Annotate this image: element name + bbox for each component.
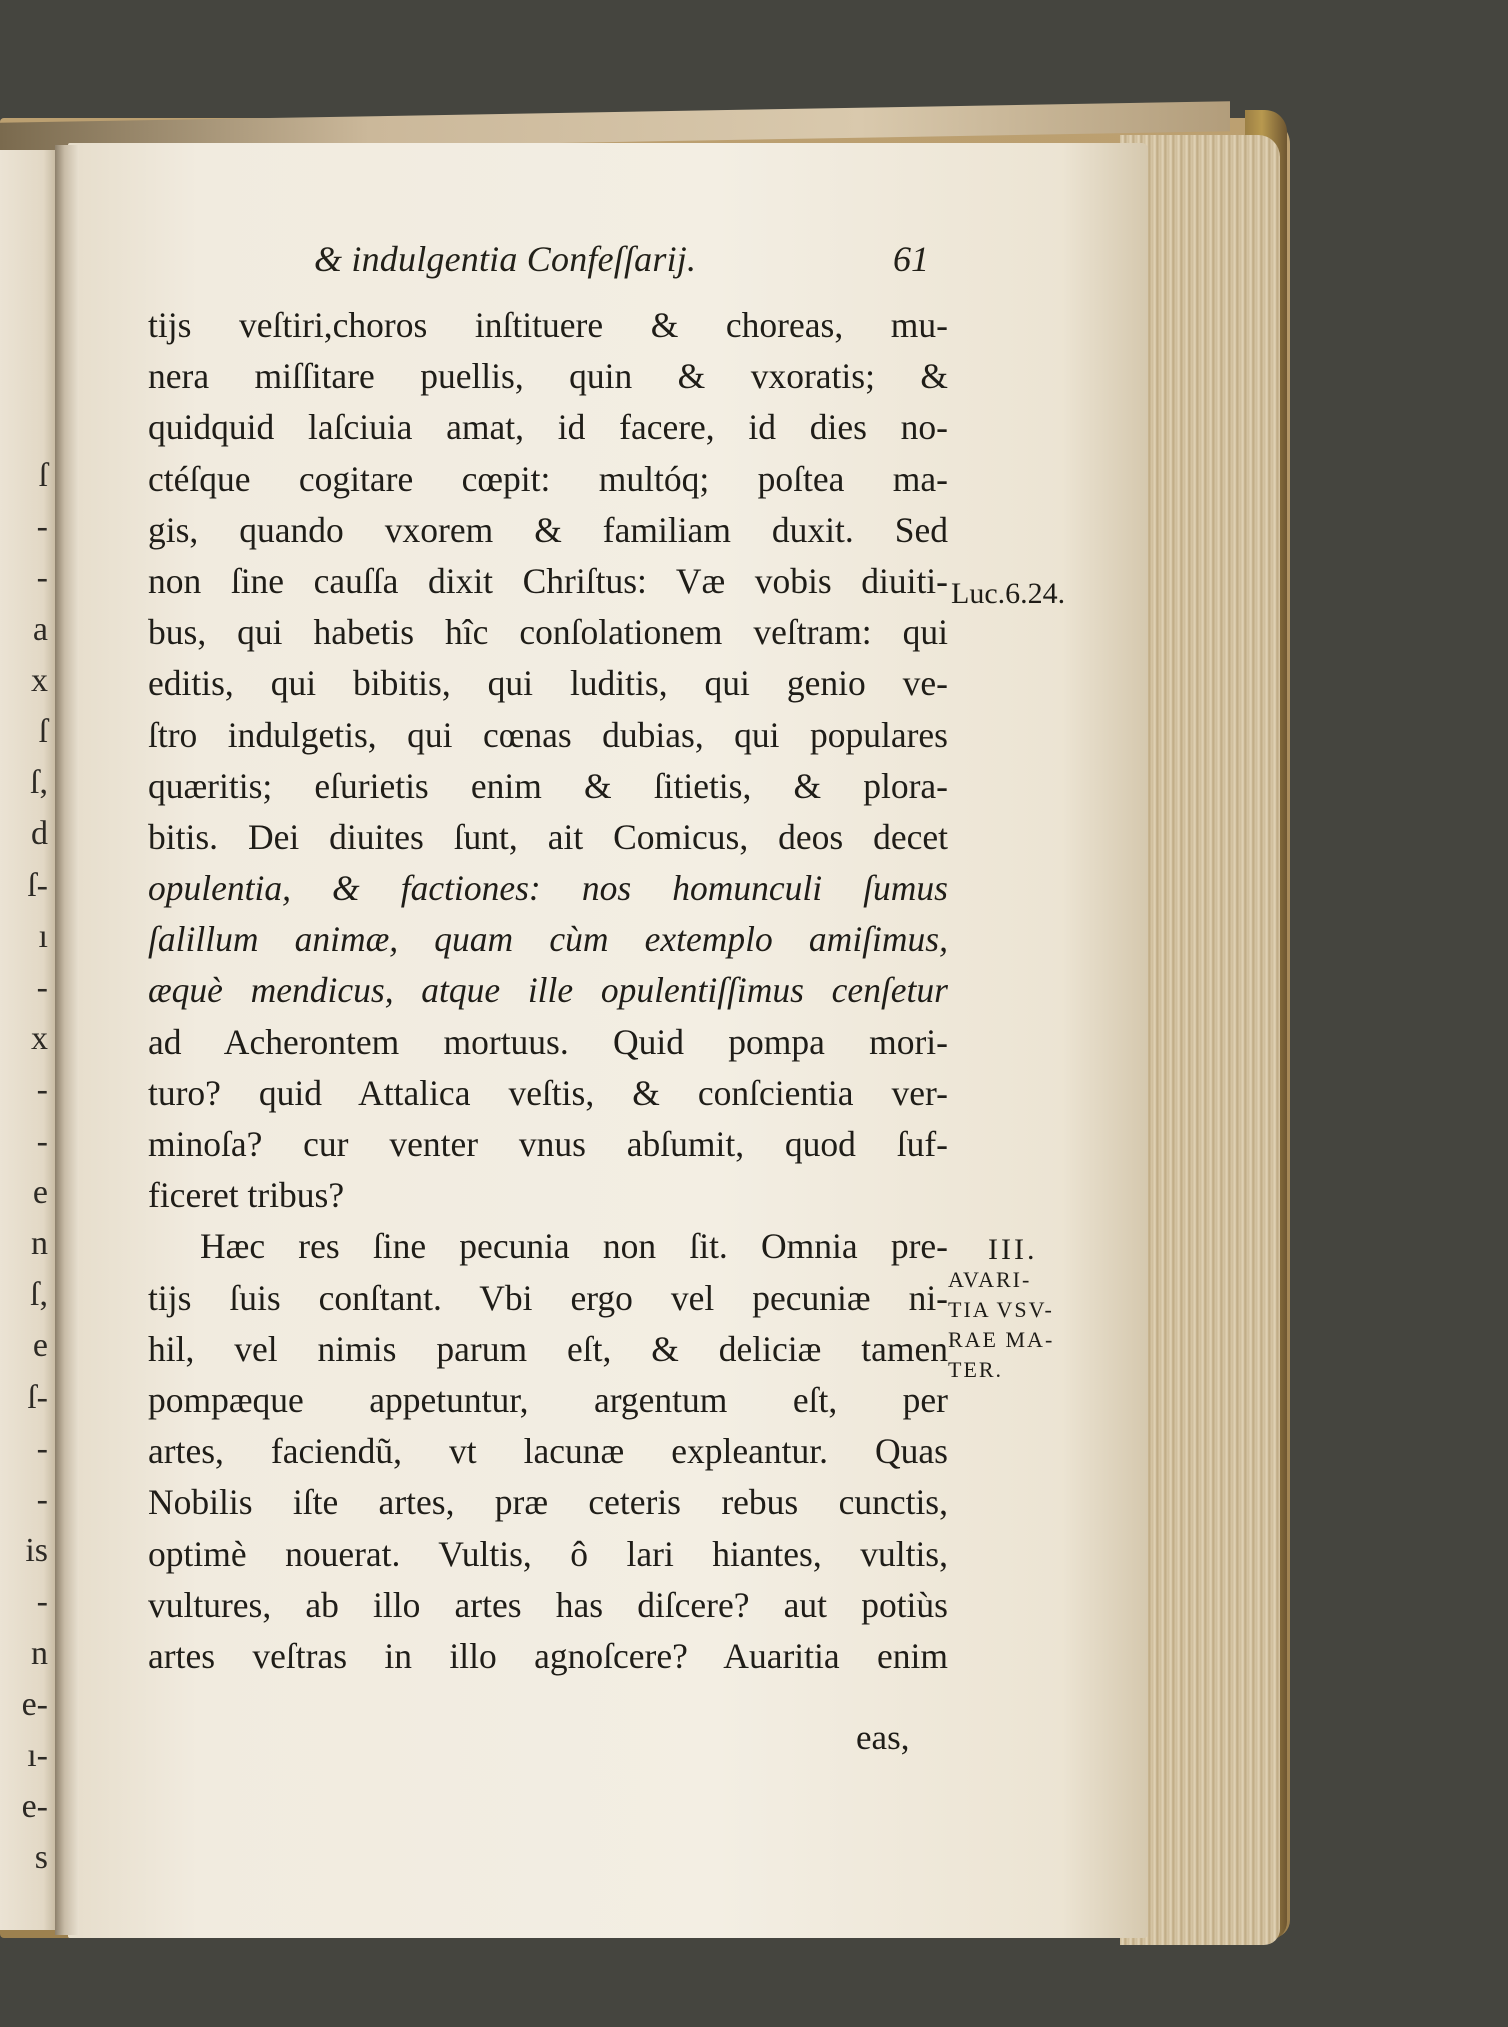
left-page-fragment: e [32, 1327, 48, 1365]
left-page-fragment: - [36, 1583, 48, 1621]
left-page-fragment: - [36, 559, 48, 597]
running-title: & indulgentia Confeſſarij. [314, 239, 697, 279]
text-line: ſtro indulgetis, qui cœnas dubias, qui populares [148, 714, 948, 755]
text-line: non ſine cauſſa dixit Chriſtus: Væ vobis diuiti- [148, 560, 948, 601]
text-line: ad Acherontem mortuus. Quid pompa mori- [148, 1021, 948, 1062]
text-line: quidquid laſciuia amat, id facere, id dies no- [148, 407, 948, 448]
text-line: optimè nouerat. Vultis, ô lari hiantes, vultis, [148, 1533, 948, 1574]
left-page-fragment: e [32, 1173, 48, 1211]
text-line: minoſa? cur venter vnus abſumit, quod ſuf- [148, 1124, 948, 1164]
left-page-fragment: ſ, [30, 1276, 48, 1314]
text-line: Nobilis iſte artes, præ ceteris rebus cunctis, [148, 1482, 948, 1523]
left-page-fragment: - [36, 1481, 48, 1519]
text-line: opulentia, & factiones: nos homunculi ſumus [148, 868, 948, 909]
text-line: vultures, ab illo artes has diſcere? aut potiùs [148, 1584, 948, 1625]
body-text [148, 300, 948, 1682]
section-title-line: RAE MA- [948, 1327, 1055, 1352]
text-line: tijs veſtiri,choros inſtituere & choreas, mu- [148, 305, 948, 345]
left-page-fragment: x [31, 661, 48, 699]
left-page-fragment: e- [21, 1788, 48, 1826]
text-line: Hæc res ſine pecunia non ſit. Omnia pre- [200, 1226, 948, 1267]
left-page-fragment: - [36, 1122, 48, 1160]
text-line: editis, qui bibitis, qui luditis, qui genio ve- [148, 663, 948, 704]
text-line: ctéſque cogitare cœpit: multóq; poſtea ma- [148, 458, 948, 499]
text-line: ſalillum animæ, quam cùm extemplo amiſimus, [148, 919, 948, 960]
left-page-fragment: n [31, 1225, 48, 1263]
scripture-reference-note: Luc.6.24. [951, 577, 1066, 610]
left-page-fragment: s [34, 1839, 48, 1877]
left-page-text-fragments [0, 450, 48, 1884]
left-page-fragment: e- [21, 1685, 48, 1723]
text-line: nera miſſitare puellis, quin & vxoratis; & [148, 356, 948, 397]
section-heading-note [948, 1235, 1068, 1385]
text-line: bus, qui habetis hîc conſolationem veſtram: qui [148, 612, 948, 653]
section-title-line: TIA VSV- [948, 1297, 1054, 1322]
left-page-fragment: - [36, 1071, 48, 1109]
left-page-fragment: ſ- [27, 1378, 48, 1416]
section-title-line: AVARI- [948, 1267, 1032, 1292]
left-page-fragment: ſ, [30, 764, 48, 802]
page-number: 61 [893, 239, 929, 279]
text-line: turo? quid Attalica veſtis, & conſcientia ver- [148, 1072, 948, 1113]
left-page-fragment: a [32, 610, 48, 648]
text-line: æquè mendicus, atque ille opulentiſſimus cenſetur [148, 970, 948, 1011]
left-page-fragment: n [31, 1634, 48, 1672]
section-title-line: TER. [948, 1357, 1004, 1382]
text-line: bitis. Dei diuites ſunt, ait Comicus, deos decet [148, 816, 948, 857]
left-page-fragment: - [36, 508, 48, 546]
left-page-fragment: x [31, 1020, 48, 1058]
left-page-fragment: is [25, 1532, 48, 1570]
left-page-fragment: ı [38, 917, 48, 955]
catchword: eas, [856, 1718, 910, 1757]
text-line: pompæque appetuntur, argentum eſt, per [148, 1379, 948, 1420]
text-line: quæritis; eſurietis enim & ſitietis, & plora- [148, 765, 948, 806]
left-page-fragment: ı- [27, 1737, 48, 1775]
gutter [55, 145, 79, 1935]
left-page-fragment: ſ [38, 457, 48, 494]
left-page-fragment: ſ- [27, 866, 48, 904]
text-line: hil, vel nimis parum eſt, & deliciæ tamen [148, 1328, 948, 1369]
text-line: tijs ſuis conſtant. Vbi ergo vel pecuniæ ni- [148, 1277, 948, 1318]
left-page-fragment: - [36, 969, 48, 1007]
section-number: III. [988, 1233, 1038, 1266]
left-page-fragment: d [31, 815, 48, 853]
left-page [0, 150, 62, 1930]
text-line: artes, faciendũ, vt lacunæ expleantur. Quas [148, 1431, 948, 1472]
text-line: artes veſtras in illo agnoſcere? Auaritia enim [148, 1635, 948, 1676]
text-line: ficeret tribus? [148, 1175, 345, 1216]
text-line: gis, quando vxorem & familiam duxit. Sed [148, 509, 948, 550]
left-page-fragment: ſ [38, 713, 48, 751]
left-page-fragment: - [36, 1429, 48, 1467]
